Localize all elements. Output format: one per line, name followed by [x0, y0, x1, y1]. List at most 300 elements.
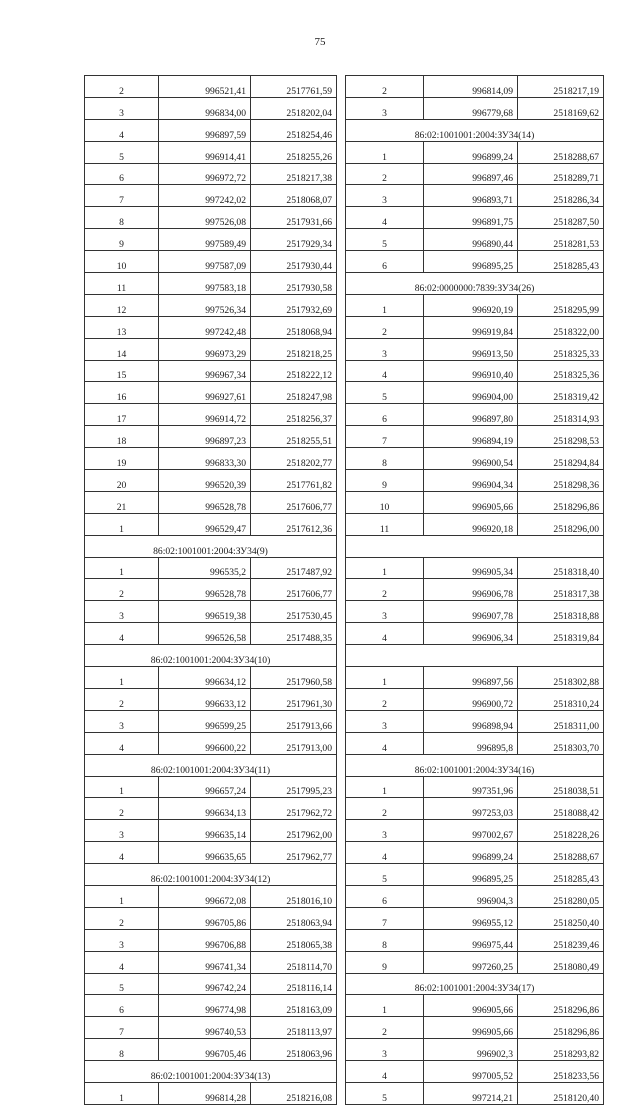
- x-coordinate: 996905,66: [424, 491, 518, 513]
- x-coordinate: 996920,18: [424, 513, 518, 535]
- y-coordinate: 2517606,77: [251, 491, 337, 513]
- point-number: 8: [346, 448, 424, 470]
- x-coordinate: 996742,24: [159, 973, 251, 995]
- point-number: 19: [85, 448, 159, 470]
- table-row: [85, 557, 337, 579]
- x-coordinate: 996900,54: [424, 448, 518, 470]
- x-coordinate: 996657,24: [159, 776, 251, 798]
- table-row: [85, 907, 337, 929]
- x-coordinate: 996528,78: [159, 579, 251, 601]
- table-row: [85, 579, 337, 601]
- table-row: [85, 76, 337, 98]
- table-row: [346, 76, 604, 98]
- y-coordinate: 2518302,88: [518, 667, 604, 689]
- table-row: [346, 316, 604, 338]
- y-coordinate: 2518287,50: [518, 207, 604, 229]
- point-number: 3: [346, 1039, 424, 1061]
- y-coordinate: 2518217,19: [518, 76, 604, 98]
- table-row: [346, 426, 604, 448]
- section-header-row: [346, 754, 604, 776]
- y-coordinate: 2518296,86: [518, 1017, 604, 1039]
- table-row: [85, 338, 337, 360]
- point-number: 1: [346, 667, 424, 689]
- table-row: [85, 842, 337, 864]
- y-coordinate: 2518016,10: [251, 885, 337, 907]
- y-coordinate: 2518317,38: [518, 579, 604, 601]
- x-coordinate: 996904,00: [424, 382, 518, 404]
- parcel-id-header: 86:02:0000000:7839:ЗУ34(26): [346, 273, 604, 295]
- point-number: 3: [346, 710, 424, 732]
- section-header-row: [346, 535, 604, 557]
- y-coordinate: 2517930,58: [251, 273, 337, 295]
- point-number: 5: [85, 973, 159, 995]
- table-row: [85, 404, 337, 426]
- table-row: [85, 951, 337, 973]
- point-number: 4: [346, 732, 424, 754]
- x-coordinate: 996913,50: [424, 338, 518, 360]
- point-number: 17: [85, 404, 159, 426]
- section-header-row: [85, 1061, 337, 1083]
- y-coordinate: 2518217,38: [251, 163, 337, 185]
- parcel-id-header: [346, 535, 604, 557]
- y-coordinate: 2518293,82: [518, 1039, 604, 1061]
- point-number: 3: [85, 929, 159, 951]
- x-coordinate: 997260,25: [424, 951, 518, 973]
- point-number: 9: [85, 229, 159, 251]
- table-row: [85, 97, 337, 119]
- point-number: 3: [346, 601, 424, 623]
- table-row: [346, 951, 604, 973]
- y-coordinate: 2518318,88: [518, 601, 604, 623]
- x-coordinate: 996774,98: [159, 995, 251, 1017]
- section-header-row: [85, 864, 337, 886]
- point-number: 6: [85, 995, 159, 1017]
- table-row: [85, 360, 337, 382]
- table-row: [346, 601, 604, 623]
- table-row: [346, 338, 604, 360]
- point-number: 16: [85, 382, 159, 404]
- table-row: [346, 776, 604, 798]
- point-number: 14: [85, 338, 159, 360]
- point-number: 2: [85, 579, 159, 601]
- table-row: [85, 141, 337, 163]
- x-coordinate: 996898,94: [424, 710, 518, 732]
- point-number: 4: [85, 732, 159, 754]
- parcel-id-header: 86:02:1001001:2004:ЗУ34(11): [85, 754, 337, 776]
- coordinates-table-right: [345, 75, 604, 1105]
- point-number: 3: [346, 185, 424, 207]
- y-coordinate: 2518311,00: [518, 710, 604, 732]
- x-coordinate: 997526,34: [159, 294, 251, 316]
- point-number: 4: [346, 207, 424, 229]
- table-row: [85, 185, 337, 207]
- x-coordinate: 996890,44: [424, 229, 518, 251]
- y-coordinate: 2518116,14: [251, 973, 337, 995]
- y-coordinate: 2517761,82: [251, 470, 337, 492]
- point-number: 9: [346, 951, 424, 973]
- table-row: [346, 207, 604, 229]
- point-number: 1: [85, 776, 159, 798]
- x-coordinate: 996833,30: [159, 448, 251, 470]
- table-row: [346, 907, 604, 929]
- point-number: 7: [346, 907, 424, 929]
- y-coordinate: 2518281,53: [518, 229, 604, 251]
- table-row: [85, 382, 337, 404]
- y-coordinate: 2518318,40: [518, 557, 604, 579]
- x-coordinate: 996907,78: [424, 601, 518, 623]
- y-coordinate: 2518280,05: [518, 885, 604, 907]
- y-coordinate: 2518294,84: [518, 448, 604, 470]
- parcel-id-header: 86:02:1001001:2004:ЗУ34(9): [85, 535, 337, 557]
- x-coordinate: 996900,72: [424, 688, 518, 710]
- y-coordinate: 2518296,00: [518, 513, 604, 535]
- parcel-id-header: 86:02:1001001:2004:ЗУ34(13): [85, 1061, 337, 1083]
- x-coordinate: 996529,47: [159, 513, 251, 535]
- table-row: [85, 448, 337, 470]
- point-number: 18: [85, 426, 159, 448]
- point-number: 2: [346, 688, 424, 710]
- point-number: 1: [346, 776, 424, 798]
- table-row: [85, 207, 337, 229]
- point-number: 1: [85, 885, 159, 907]
- parcel-id-header: 86:02:1001001:2004:ЗУ34(12): [85, 864, 337, 886]
- y-coordinate: 2518298,53: [518, 426, 604, 448]
- y-coordinate: 2518063,96: [251, 1039, 337, 1061]
- y-coordinate: 2517962,00: [251, 820, 337, 842]
- y-coordinate: 2518325,33: [518, 338, 604, 360]
- table-row: [346, 667, 604, 689]
- point-number: 6: [346, 251, 424, 273]
- point-number: 1: [85, 513, 159, 535]
- y-coordinate: 2517962,72: [251, 798, 337, 820]
- parcel-id-header: [346, 645, 604, 667]
- point-number: 1: [346, 141, 424, 163]
- y-coordinate: 2518325,36: [518, 360, 604, 382]
- point-number: 11: [85, 273, 159, 295]
- table-row: [346, 360, 604, 382]
- x-coordinate: 996904,34: [424, 470, 518, 492]
- point-number: 2: [346, 316, 424, 338]
- table-row: [346, 623, 604, 645]
- table-row: [85, 820, 337, 842]
- x-coordinate: 997002,67: [424, 820, 518, 842]
- table-row: [346, 294, 604, 316]
- point-number: 8: [85, 207, 159, 229]
- table-row: [346, 557, 604, 579]
- table-row: [346, 995, 604, 1017]
- y-coordinate: 2517606,77: [251, 579, 337, 601]
- point-number: 3: [85, 601, 159, 623]
- table-row: [346, 251, 604, 273]
- point-number: 5: [85, 141, 159, 163]
- x-coordinate: 996893,71: [424, 185, 518, 207]
- table-row: [85, 294, 337, 316]
- y-coordinate: 2517995,23: [251, 776, 337, 798]
- table-row: [346, 820, 604, 842]
- y-coordinate: 2518233,56: [518, 1061, 604, 1083]
- table-body-left: [85, 76, 337, 1105]
- x-coordinate: 996600,22: [159, 732, 251, 754]
- x-coordinate: 996814,28: [159, 1082, 251, 1104]
- table-row: [346, 885, 604, 907]
- point-number: 20: [85, 470, 159, 492]
- x-coordinate: 996906,34: [424, 623, 518, 645]
- x-coordinate: 996927,61: [159, 382, 251, 404]
- point-number: 10: [85, 251, 159, 273]
- y-coordinate: 2518310,24: [518, 688, 604, 710]
- x-coordinate: 997214,21: [424, 1082, 518, 1104]
- x-coordinate: 996740,53: [159, 1017, 251, 1039]
- x-coordinate: 996955,12: [424, 907, 518, 929]
- section-header-row: [85, 535, 337, 557]
- table-row: [346, 732, 604, 754]
- y-coordinate: 2518088,42: [518, 798, 604, 820]
- table-row: [85, 798, 337, 820]
- table-row: [346, 579, 604, 601]
- y-coordinate: 2518296,86: [518, 995, 604, 1017]
- x-coordinate: 996897,56: [424, 667, 518, 689]
- point-number: 2: [346, 1017, 424, 1039]
- y-coordinate: 2518163,09: [251, 995, 337, 1017]
- y-coordinate: 2518120,40: [518, 1082, 604, 1104]
- y-coordinate: 2517612,36: [251, 513, 337, 535]
- point-number: 6: [346, 404, 424, 426]
- point-number: 7: [85, 1017, 159, 1039]
- x-coordinate: 996634,12: [159, 667, 251, 689]
- x-coordinate: 996897,80: [424, 404, 518, 426]
- x-coordinate: 996520,39: [159, 470, 251, 492]
- point-number: 2: [346, 76, 424, 98]
- x-coordinate: 997526,08: [159, 207, 251, 229]
- point-number: 4: [346, 623, 424, 645]
- x-coordinate: 996914,72: [159, 404, 251, 426]
- point-number: 5: [346, 229, 424, 251]
- point-number: 4: [346, 842, 424, 864]
- table-row: [346, 864, 604, 886]
- x-coordinate: 996897,46: [424, 163, 518, 185]
- point-number: 8: [85, 1039, 159, 1061]
- point-number: 7: [346, 426, 424, 448]
- y-coordinate: 2518080,49: [518, 951, 604, 973]
- x-coordinate: 997587,09: [159, 251, 251, 273]
- y-coordinate: 2518254,46: [251, 119, 337, 141]
- x-coordinate: 996705,46: [159, 1039, 251, 1061]
- table-row: [346, 141, 604, 163]
- x-coordinate: 996706,88: [159, 929, 251, 951]
- table-row: [346, 470, 604, 492]
- x-coordinate: 996967,34: [159, 360, 251, 382]
- x-coordinate: 996779,68: [424, 97, 518, 119]
- point-number: 2: [346, 579, 424, 601]
- x-coordinate: 996899,24: [424, 842, 518, 864]
- y-coordinate: 2518303,70: [518, 732, 604, 754]
- y-coordinate: 2518319,42: [518, 382, 604, 404]
- x-coordinate: 996972,72: [159, 163, 251, 185]
- table-row: [85, 973, 337, 995]
- table-row: [346, 710, 604, 732]
- point-number: 4: [85, 951, 159, 973]
- table-row: [85, 316, 337, 338]
- x-coordinate: 996910,40: [424, 360, 518, 382]
- y-coordinate: 2518113,97: [251, 1017, 337, 1039]
- table-row: [346, 185, 604, 207]
- point-number: 6: [346, 885, 424, 907]
- x-coordinate: 996526,58: [159, 623, 251, 645]
- x-coordinate: 996705,86: [159, 907, 251, 929]
- x-coordinate: 996919,84: [424, 316, 518, 338]
- point-number: 15: [85, 360, 159, 382]
- y-coordinate: 2518038,51: [518, 776, 604, 798]
- y-coordinate: 2517913,66: [251, 710, 337, 732]
- x-coordinate: 996906,78: [424, 579, 518, 601]
- x-coordinate: 997242,02: [159, 185, 251, 207]
- table-row: [346, 97, 604, 119]
- y-coordinate: 2518202,77: [251, 448, 337, 470]
- table-row: [85, 710, 337, 732]
- point-number: 1: [85, 557, 159, 579]
- point-number: 21: [85, 491, 159, 513]
- table-body-right: [346, 76, 604, 1105]
- y-coordinate: 2518228,26: [518, 820, 604, 842]
- y-coordinate: 2518288,67: [518, 842, 604, 864]
- x-coordinate: 996973,29: [159, 338, 251, 360]
- table-row: [346, 163, 604, 185]
- y-coordinate: 2518063,94: [251, 907, 337, 929]
- x-coordinate: 996897,23: [159, 426, 251, 448]
- y-coordinate: 2518068,94: [251, 316, 337, 338]
- x-coordinate: 997351,96: [424, 776, 518, 798]
- y-coordinate: 2518218,25: [251, 338, 337, 360]
- table-row: [346, 688, 604, 710]
- table-row: [85, 1082, 337, 1104]
- y-coordinate: 2518250,40: [518, 907, 604, 929]
- y-coordinate: 2517932,69: [251, 294, 337, 316]
- point-number: 3: [85, 97, 159, 119]
- y-coordinate: 2517530,45: [251, 601, 337, 623]
- point-number: 2: [85, 688, 159, 710]
- point-number: 2: [346, 798, 424, 820]
- point-number: 1: [85, 1082, 159, 1104]
- x-coordinate: 996834,00: [159, 97, 251, 119]
- table-row: [346, 1082, 604, 1104]
- table-row: [346, 842, 604, 864]
- y-coordinate: 2518322,00: [518, 316, 604, 338]
- y-coordinate: 2518314,93: [518, 404, 604, 426]
- y-coordinate: 2518239,46: [518, 929, 604, 951]
- x-coordinate: 997583,18: [159, 273, 251, 295]
- point-number: 1: [346, 995, 424, 1017]
- x-coordinate: 996905,66: [424, 995, 518, 1017]
- table-row: [85, 688, 337, 710]
- table-row: [85, 623, 337, 645]
- x-coordinate: 996599,25: [159, 710, 251, 732]
- table-row: [85, 929, 337, 951]
- y-coordinate: 2518298,36: [518, 470, 604, 492]
- point-number: 4: [85, 623, 159, 645]
- x-coordinate: 996895,25: [424, 251, 518, 273]
- parcel-id-header: 86:02:1001001:2004:ЗУ34(16): [346, 754, 604, 776]
- point-number: 4: [85, 119, 159, 141]
- x-coordinate: 996519,38: [159, 601, 251, 623]
- table-row: [85, 491, 337, 513]
- table-row: [85, 251, 337, 273]
- table-row: [85, 995, 337, 1017]
- y-coordinate: 2518202,04: [251, 97, 337, 119]
- point-number: 7: [85, 185, 159, 207]
- section-header-row: [346, 119, 604, 141]
- table-row: [85, 1017, 337, 1039]
- x-coordinate: 996633,12: [159, 688, 251, 710]
- y-coordinate: 2518068,07: [251, 185, 337, 207]
- point-number: 4: [85, 842, 159, 864]
- y-coordinate: 2518169,62: [518, 97, 604, 119]
- y-coordinate: 2518295,99: [518, 294, 604, 316]
- section-header-row: [85, 754, 337, 776]
- table-row: [346, 382, 604, 404]
- table-row: [346, 929, 604, 951]
- x-coordinate: 996914,41: [159, 141, 251, 163]
- x-coordinate: 996902,3: [424, 1039, 518, 1061]
- table-row: [85, 732, 337, 754]
- table-row: [85, 229, 337, 251]
- x-coordinate: 997589,49: [159, 229, 251, 251]
- x-coordinate: 996920,19: [424, 294, 518, 316]
- y-coordinate: 2518296,86: [518, 491, 604, 513]
- y-coordinate: 2518285,43: [518, 251, 604, 273]
- table-row: [346, 1039, 604, 1061]
- x-coordinate: 996905,66: [424, 1017, 518, 1039]
- table-row: [85, 776, 337, 798]
- point-number: 4: [346, 360, 424, 382]
- y-coordinate: 2518289,71: [518, 163, 604, 185]
- y-coordinate: 2517960,58: [251, 667, 337, 689]
- table-row: [346, 448, 604, 470]
- parcel-id-header: 86:02:1001001:2004:ЗУ34(17): [346, 973, 604, 995]
- section-header-row: [85, 645, 337, 667]
- point-number: 2: [85, 798, 159, 820]
- table-row: [346, 229, 604, 251]
- y-coordinate: 2517761,59: [251, 76, 337, 98]
- x-coordinate: 996904,3: [424, 885, 518, 907]
- point-number: 12: [85, 294, 159, 316]
- x-coordinate: 996899,24: [424, 141, 518, 163]
- table-row: [346, 798, 604, 820]
- table-row: [85, 885, 337, 907]
- x-coordinate: 996894,19: [424, 426, 518, 448]
- y-coordinate: 2518285,43: [518, 864, 604, 886]
- y-coordinate: 2518216,08: [251, 1082, 337, 1104]
- point-number: 3: [85, 710, 159, 732]
- x-coordinate: 996975,44: [424, 929, 518, 951]
- x-coordinate: 997253,03: [424, 798, 518, 820]
- point-number: 9: [346, 470, 424, 492]
- coordinates-table-left: [84, 75, 337, 1105]
- page-number: 75: [314, 36, 326, 48]
- x-coordinate: 996635,65: [159, 842, 251, 864]
- point-number: 13: [85, 316, 159, 338]
- point-number: 5: [346, 864, 424, 886]
- y-coordinate: 2518286,34: [518, 185, 604, 207]
- section-header-row: [346, 273, 604, 295]
- table-row: [346, 513, 604, 535]
- y-coordinate: 2517961,30: [251, 688, 337, 710]
- section-header-row: [346, 973, 604, 995]
- x-coordinate: 996528,78: [159, 491, 251, 513]
- x-coordinate: 996905,34: [424, 557, 518, 579]
- y-coordinate: 2517962,77: [251, 842, 337, 864]
- table-row: [85, 273, 337, 295]
- table-row: [85, 513, 337, 535]
